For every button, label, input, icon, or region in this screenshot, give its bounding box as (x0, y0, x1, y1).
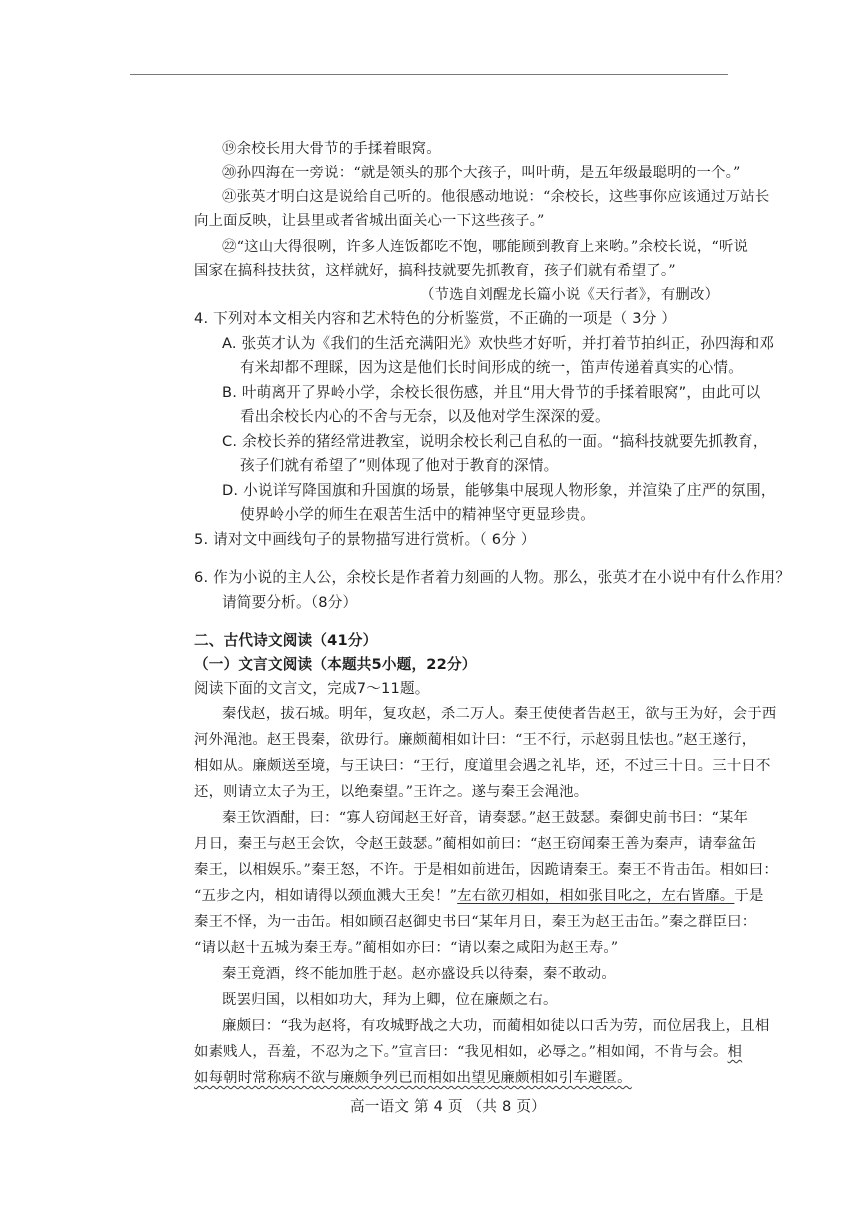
paragraph-21-line-2: 向上面反映，让县里或者省城出面关心一下这些孩子。” (194, 213, 545, 229)
question-4-option-d-line-2: 使界岭小学的师生在艰苦生活中的精神坚守更显珍贵。 (240, 506, 596, 523)
question-4-option-a-line-2: 有米却都不理睬，因为这是他们长时间形成的统一，笛声传递着真实的心情。 (240, 359, 743, 376)
classical-line-8-tail: 于是 (734, 888, 764, 904)
question-6-line-2: 请简要分析。（8分） (222, 594, 358, 611)
classical-line-2: 河外渑池。赵王畏秦，欲毋行。廉颇蔺相如计曰：“王不行，示赵弱且怯也。”赵王遂行， (194, 732, 757, 748)
classical-line-3: 相如从。廉颇送至境，与王诀曰：“王行，度道里会遇之礼毕，还，不过三十日。三十日不 (194, 758, 771, 774)
paragraph-22-line-2: 国家在搞科技扶贫，这样就好，搞科技就要先抓教育，孩子们就有希望了。” (194, 263, 676, 279)
page-footer: 高一语文 第 4 页 （共 8 页） (350, 1098, 546, 1115)
question-4-option-c-line-2: 孩子们就有希望了”则体现了他对于教育的深情。 (240, 457, 559, 474)
question-4-option-b-line-1: B. 叶萌离开了界岭小学，余校长很伤感，并且“用大骨节的手揉着眼窝”，由此可以 (222, 384, 761, 401)
wavy-underlined-sentence: 如每朝时常称病不欲与廉颇争列已而相如出望见廉颇相如引车避匿。 (194, 1070, 632, 1086)
paragraph-22-line-1: ㉒“这山大得很咧，许多人连饭都吃不饱，哪能顾到教育上来哟。”余校长说，“听说 (222, 239, 749, 255)
section-2-subheading: （一）文言文阅读（本题共5小题，22分） (194, 656, 477, 673)
classical-line-5: 秦王饮酒酣，曰：“寡人窃闻赵王好音，请奏瑟。”赵王鼓瑟。秦御史前书曰：“某年 (222, 810, 749, 826)
classical-line-11: 秦王竟酒，终不能加胜于赵。赵亦盛设兵以待秦，秦不敢动。 (222, 966, 616, 982)
section-2-heading: 二、古代诗文阅读（41分） (194, 632, 378, 649)
reading-instruction: 阅读下面的文言文，完成7～11题。 (194, 680, 430, 697)
paragraph-21-line-1: ㉑张英才明白这是说给自己听的。他很感动地说：“余校长，这些事你应该通过万站长 (222, 189, 770, 205)
question-5: 5. 请对文中画线句子的景物描写进行赏析。（ 6分 ） (194, 531, 536, 548)
question-4-option-b-line-2: 看出余校长内心的不舍与无奈，以及他对学生深深的爱。 (240, 408, 610, 425)
classical-line-14 (194, 1043, 742, 1061)
passage-source: （节选自刘醒龙长篇小说《天行者》，有删改） (420, 287, 720, 303)
classical-line-12: 既罢归国，以相如功大，拜为上卿，位在廉颇之右。 (222, 992, 558, 1008)
underlined-sentence: 左右欲刃相如，相如张目叱之，左右皆靡。 (457, 888, 735, 904)
paragraph-20: ⑳孙四海在一旁说：“就是领头的那个大孩子，叫叶萌，是五年级最聪明的一个。” (222, 165, 741, 181)
question-4-option-c-line-1: C. 余校长养的猪经常进教室，说明余校长利己自私的一面。“搞科技就要先抓教育， (222, 433, 768, 450)
classical-line-4: 还，则请立太子为王，以绝秦望。”王许之。遂与秦王会渑池。 (194, 784, 589, 800)
classical-line-14-text: 如素贱人，吾羞，不忍为之下。”宣言曰：“我见相如，必辱之。”相如闻，不肯与会。 (194, 1044, 728, 1060)
question-4-option-d-line-1: D. 小说详写降国旗和升国旗的场景，能够集中展现人物形象，并渲染了庄严的氛围， (222, 482, 776, 499)
classical-line-9: 秦王不怿，为一击缶。相如顾召赵御史书曰“某年月日，秦王为赵王击缶。”秦之群臣曰： (194, 914, 757, 930)
wavy-underlined-start: 相 (727, 1044, 743, 1060)
question-4-option-a-line-1: A. 张英才认为《我们的生活充满阳光》欢快些才好听，并打着节拍纠正，孙四海和邓 (222, 335, 775, 352)
classical-line-10: “请以赵十五城为秦王寿。”蔺相如亦曰：“请以秦之咸阳为赵王寿。” (194, 940, 619, 956)
classical-line-8 (194, 887, 764, 905)
classical-line-8-quote: “五步之内，相如请得以颈血溅大王矣！” (194, 888, 458, 904)
classical-line-7: 秦王，以相娱乐。”秦王怒，不许。于是相如前进缶，因跪请秦王。秦王不肯击缶。相如曰： (194, 862, 778, 878)
classical-line-6: 月日，秦王与赵王会饮，令赵王鼓瑟。”蔺相如前曰：“赵王窃闻秦王善为秦声，请奉盆缶 (194, 836, 757, 852)
question-6-line-1: 6. 作为小说的主人公，余校长是作者着力刻画的人物。那么，张英才在小说中有什么作用？ (194, 569, 791, 586)
question-4-stem: 4. 下列对本文相关内容和艺术特色的分析鉴赏，不正确的一项是（ 3分 ） (194, 310, 677, 327)
top-divider-line (130, 74, 728, 75)
classical-line-1: 秦伐赵，拔石城。明年，复攻赵，杀二万人。秦王使使者告赵王，欲与王为好，会于西 (222, 706, 777, 722)
paragraph-19: ⑲余校长用大骨节的手揉着眼窝。 (222, 141, 441, 157)
classical-line-13: 廉颇曰：“我为赵将，有攻城野战之大功，而蔺相如徒以口舌为劳，而位居我上，且相 (222, 1018, 770, 1034)
